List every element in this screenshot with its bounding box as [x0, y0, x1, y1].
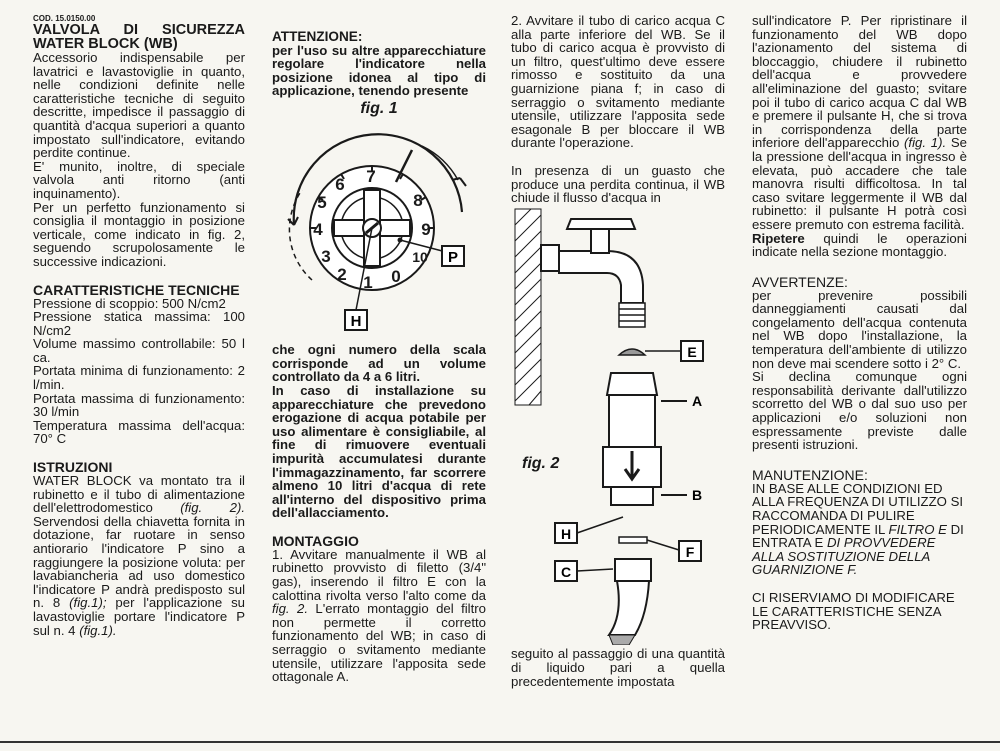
fig1-dial-diagram	[272, 120, 486, 335]
attention-heading: ATTENZIONE:	[272, 29, 363, 44]
dial-number: 6	[335, 174, 345, 194]
dial-number: 9	[421, 219, 431, 239]
column-1	[33, 14, 245, 637]
title-line-2: WATER BLOCK (WB)	[33, 36, 178, 52]
tech-item: Pressione di scoppio: 500 N/cm2	[33, 295, 226, 311]
callout-h: H	[350, 312, 362, 330]
fig2-label: fig. 2	[522, 455, 560, 472]
after-fig-text: che ogni numero della scala corrisponde ad un volume controllato da 4 a 6 litri.	[272, 342, 486, 385]
dial-number: 3	[321, 246, 331, 266]
attention-text: per l'uso su altre apparecchiature regolare l'indicatore nella posizione idonea al tipo di applicazione, tenendo presente	[272, 42, 486, 99]
tech-item: Portata minima di funzionamento: 2 l/min.	[33, 363, 245, 393]
ripristino-paragraph: sull'indicatore P. Per ripristinare il funzionamento del WB dopo l'azionamento del sistema di bloccaggio, chiudere il rubinetto dell'acqua e provvedere all'eliminazione del guasto; svitare poi il tubo di carico acqua C dal WB e premere il pulsante H, che si trova in corrispondenza della parte inferiore dell'apparecchio (fig. 1). Se la pressione dell'acqua in ingresso è elevata, può accadere che tale manovra risulti difficoltosa. In tal caso svitare leggermente il WB dal rubinetto: il pulsante H potrà così essere premuto con estrema facilità.	[752, 13, 967, 232]
intro-paragraph-3: Per un perfetto funzionamento si consiglia il montaggio in posizione verticale, come indicato in fig. 2, seguendo scrupolosamente le successive indicazioni.	[33, 199, 245, 269]
dial-number: 2	[337, 264, 347, 284]
column-3	[511, 14, 725, 688]
instructions-heading: ISTRUZIONI	[33, 459, 113, 476]
montaggio-paragraph: 1. Avvitare manualmente il WB al rubinetto provvisto di filetto (3/4" gas), inserendo il filtro E con la calottina rivolta verso l'alto come da fig. 2. L'errato montaggio del filtro non permette il corretto funzionamento del WB; in caso di serraggio o svitamento mediante utensile, utilizzare l'apposita sede ottagonale A.	[272, 546, 486, 685]
tech-item: Pressione statica massima: 100 N/cm2	[33, 309, 245, 338]
tech-heading: CARATTERISTICHE TECNICHE	[33, 281, 240, 298]
label-a: A	[691, 392, 703, 409]
montaggio-step-2: 2. Avvitare il tubo di carico acqua C alla parte inferiore del WB. Se il tubo di carico acqua è provvisto di un filtro, quest'ultimo deve essere rimosso e sostituito da una guarnizione piana f; in caso di serraggio o svitamento mediante utensile, utilizzare l'apposita sede esagonale B per bloccare il WB durante l'operazione.	[511, 13, 725, 151]
manutenzione-paragraph: IN BASE ALLE CONDIZIONI ED ALLA FREQUENZA DI UTILIZZO SI RACCOMANDA DI PULIRE PERIODICAMENTE IL FILTRO E DI ENTRATA E DI PROVVEDERE ALLA SOSTITUZIONE DELLA GUARNIZIONE F.	[752, 480, 964, 578]
dial-number: 8	[413, 190, 423, 210]
product-code: COD. 15.0150.00	[33, 14, 96, 23]
column-4	[752, 14, 967, 632]
label-c: C	[560, 563, 572, 580]
instructions-paragraph: WATER BLOCK va montato tra il rubinetto e il tubo di alimentazione dell'elettrodomestico (fig. 2). Servendosi della chiavetta fornita in dotazione, far ruotare in senso antiorario l'indicatore P sino a raggiungere la posizione voluta: per lavabiancheria ad uso domestico l'indicatore P andrà predisposto sul n. 8 (fig.1); per l'applicazione su lavastoviglie portare l'indicatore P sul n. 4 (fig.1).	[33, 473, 245, 638]
callout-p: P	[447, 248, 459, 266]
label-e: E	[687, 343, 697, 360]
bottom-rule	[0, 741, 1000, 743]
manutenzione-heading: MANUTENZIONE:	[752, 466, 868, 483]
label-h: H	[560, 525, 572, 542]
avvertenze-paragraph: per prevenire possibili danneggiamenti causati dal congelamento dell'acqua contenuta nel WB dopo l'installazione, la temperatura dell'ambiente di utilizzo non deve mai scendere sotto i 2° C.	[752, 287, 967, 371]
fig1-label: fig. 1	[360, 99, 398, 117]
dial-number: 0	[391, 266, 401, 286]
intro-paragraph: Accessorio indispensabile per lavatrici e lavastoviglie in quanto, nelle condizioni definite nelle caratteristiche tecniche di seguito descritte, impedisce il passaggio di quantità d'acqua superiori a quanto impostato sull'indicatore, evitando perdite continue.	[33, 50, 245, 161]
tech-item: Volume massimo controllabile: 50 l ca.	[33, 336, 245, 365]
dial-number: 7	[366, 166, 376, 186]
dial-number: 4	[313, 219, 323, 239]
title-line-1: VALVOLA DI SICUREZZA	[33, 22, 245, 38]
montaggio-heading: MONTAGGIO	[272, 532, 359, 549]
tech-item: Portata massima di funzionamento: 30 l/min	[33, 390, 245, 420]
guasto-paragraph: In presenza di un guasto che produce una perdita continua, il WB chiude il flusso d'acqua in	[511, 162, 725, 206]
tech-item: Temperatura massima dell'acqua: 70° C	[33, 417, 245, 447]
column-2	[272, 30, 486, 684]
avvertenze-heading: AVVERTENZE:	[752, 273, 848, 290]
guasto-paragraph-end: seguito al passaggio di una quantità di liquido pari a quella precedentemente impostata	[511, 646, 725, 689]
ripetere-paragraph: Ripetere quindi le operazioni indicate nella sezione montaggio.	[752, 230, 967, 260]
disclaimer-footer: CI RISERVIAMO DI MODIFICARE LE CARATTERISTICHE SENZA PREAVVISO.	[752, 589, 955, 633]
dial-number: 1	[363, 272, 373, 292]
intro-paragraph-2: E' munito, inoltre, di speciale valvola anti ritorno (anti inquinamento).	[33, 158, 245, 201]
after-fig-text-2: In caso di installazione su apparecchiature che prevedono erogazione di acqua potabile per uso alimentare è consigliabile, al fine di rimuovere eventuali impurità accumulatesi durante l'immagazzinamento, far scorrere almeno 10 litri d'acqua di rete all'interno del dispositivo prima dell'allacciamento.	[272, 382, 486, 521]
avvertenze-paragraph-2: Si declina comunque ogni responsabilità derivante dall'utilizzo scorretto del WB o dal suo uso per applicazioni e/o soluzioni non espressamente previste dalle presenti istruzioni.	[752, 369, 967, 453]
label-f: F	[685, 543, 695, 560]
dial-number: 10	[412, 248, 428, 265]
dial-number: 5	[317, 192, 327, 212]
label-b: B	[691, 486, 703, 503]
fig2-assembly-diagram	[511, 205, 725, 645]
